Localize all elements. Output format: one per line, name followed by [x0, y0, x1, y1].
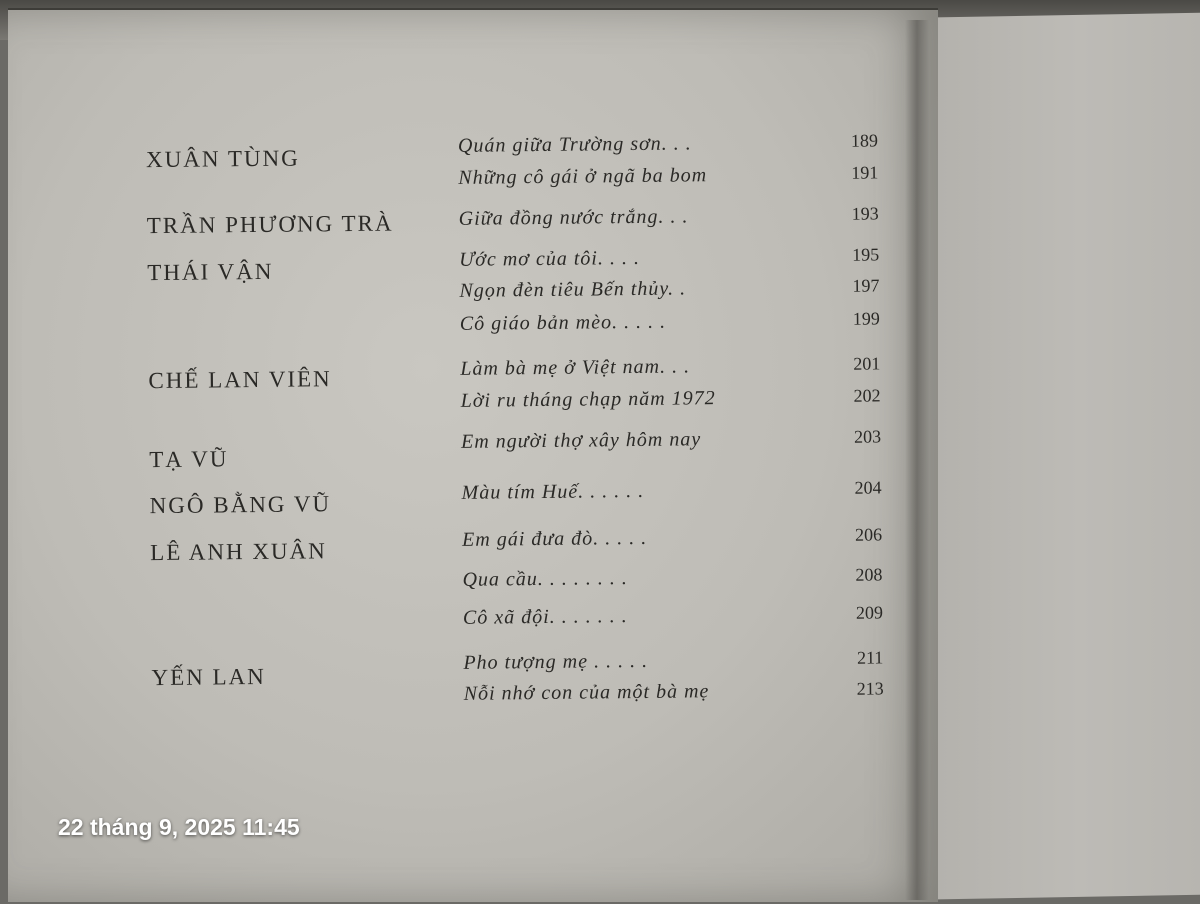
- author-name: THÁI VẬN: [147, 258, 274, 286]
- poem-title: Màu tím Huế. . . . . .: [461, 479, 645, 504]
- poem-title: Em gái đưa đò. . . . .: [461, 526, 648, 551]
- toc-entry: [458, 162, 878, 194]
- poem-title: Quán giữa Trường sơn. . .: [457, 132, 692, 157]
- poem-title: Làm bà mẹ ở Việt nam. . .: [460, 355, 691, 380]
- page-number: 204: [854, 477, 882, 498]
- page-number: 189: [850, 130, 879, 151]
- toc-entry: [459, 203, 879, 235]
- author-name: CHẾ LAN VIÊN: [148, 366, 332, 394]
- page-number: 208: [855, 564, 883, 585]
- table-of-contents: [7, 2, 946, 904]
- page-number: 209: [855, 602, 883, 623]
- toc-entry: [462, 564, 882, 596]
- page-number: 201: [853, 353, 881, 374]
- page-number: 206: [854, 524, 883, 545]
- page-number: 211: [856, 647, 884, 668]
- page-number: 191: [851, 162, 879, 183]
- book-gutter: [905, 20, 929, 900]
- author-name: YẾN LAN: [151, 663, 266, 691]
- author-name: LÊ ANH XUÂN: [150, 538, 327, 566]
- left-book-page: [8, 8, 938, 902]
- toc-entry: [459, 244, 879, 276]
- poem-title: Qua cầu. . . . . . . .: [462, 567, 628, 591]
- page-number: 197: [852, 275, 880, 296]
- toc-entry: [461, 426, 881, 458]
- poem-title: Những cô gái ở ngã ba bom: [458, 164, 708, 189]
- poem-title: Cô giáo bản mèo. . . . .: [459, 310, 667, 335]
- author-name: TẠ VŨ: [149, 446, 229, 473]
- page-number: 203: [853, 426, 882, 447]
- toc-entry: [460, 308, 880, 340]
- toc-entry: [459, 275, 879, 307]
- toc-entry: [461, 385, 881, 417]
- author-name: NGÔ BẰNG VŨ: [149, 491, 332, 519]
- right-book-page: [900, 13, 1200, 900]
- page-number: 213: [856, 678, 884, 699]
- page-number: 199: [852, 308, 880, 329]
- toc-entry: [458, 130, 878, 162]
- poem-title: Em người thợ xây hôm nay: [460, 428, 702, 453]
- photo-timestamp: 22 tháng 9, 2025 11:45: [58, 814, 300, 840]
- poem-title: Ước mơ của tôi. . . .: [459, 246, 641, 271]
- toc-entry: [463, 602, 883, 634]
- poem-title: Cô xã đội. . . . . . .: [462, 605, 628, 629]
- page-number: 202: [853, 385, 881, 406]
- page-number: 193: [851, 203, 879, 224]
- author-name: XUÂN TÙNG: [145, 145, 300, 173]
- author-name: TRẦN PHƯƠNG TRÀ: [146, 210, 394, 239]
- poem-title: Pho tượng mẹ . . . . .: [463, 649, 649, 674]
- toc-entry: [461, 477, 881, 509]
- toc-entry: [460, 353, 880, 385]
- poem-title: Lời ru tháng chạp năm 1972: [460, 387, 716, 412]
- poem-title: Giữa đồng nước trắng. . .: [458, 205, 689, 230]
- toc-entry: [464, 678, 884, 710]
- toc-entry: [463, 647, 883, 679]
- page-number: 195: [852, 244, 880, 265]
- poem-title: Nỗi nhớ con của một bà mẹ: [463, 680, 710, 705]
- toc-entry: [462, 524, 882, 556]
- poem-title: Ngọn đèn tiêu Bến thủy. .: [459, 277, 687, 302]
